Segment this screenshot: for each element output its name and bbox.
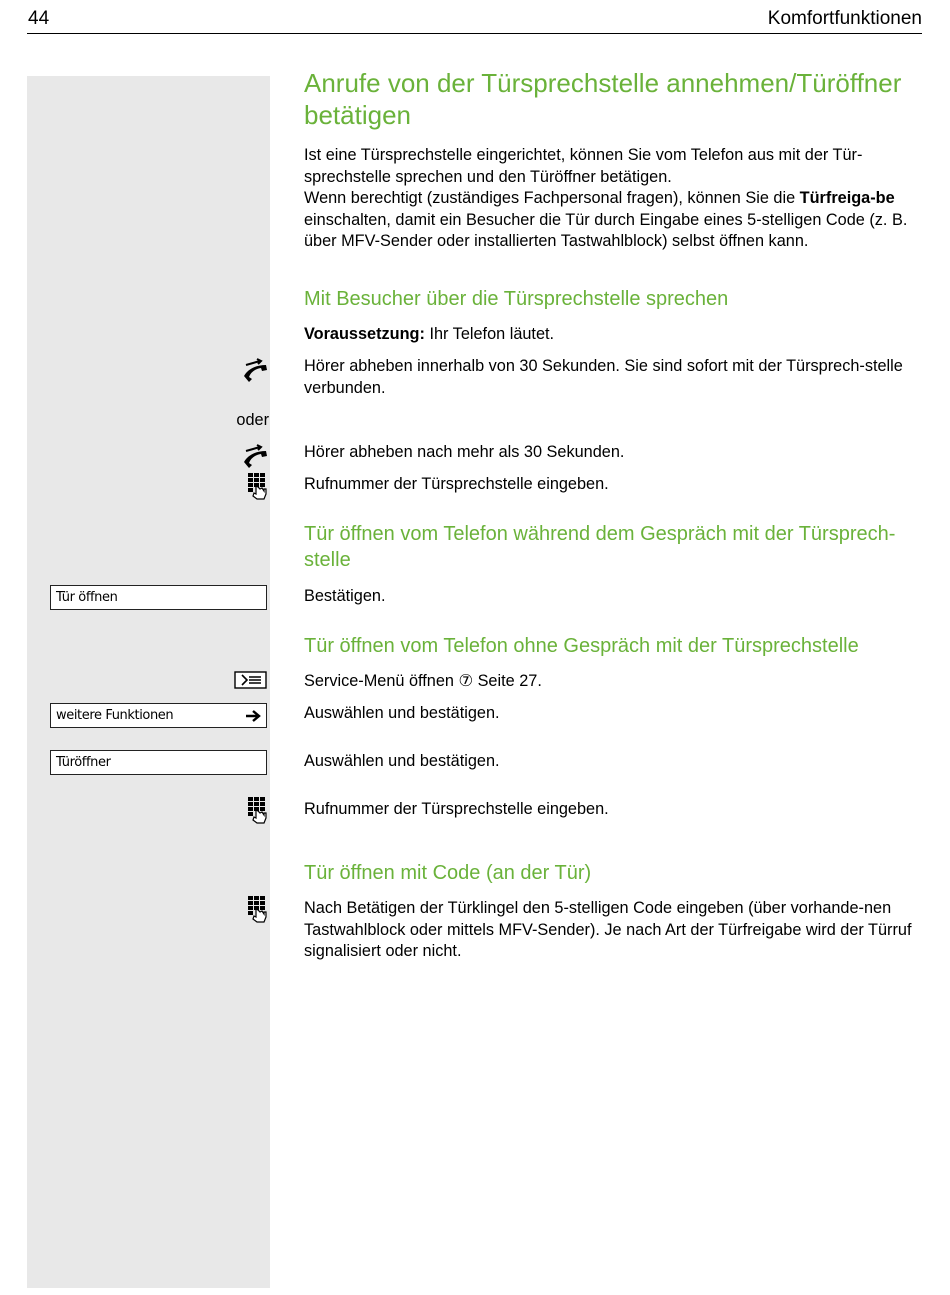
service-menu-key-icon — [234, 671, 267, 689]
page-title: Anrufe von der Türsprechstelle annehmen/Türöffner betätigen — [304, 68, 902, 130]
step-open-service-menu: Service-Menü öffnen ⑦ Seite 27. — [304, 672, 542, 690]
keypad-icon — [244, 472, 270, 500]
keypad-icon — [244, 895, 270, 923]
handset-lift-icon — [240, 442, 270, 468]
arrow-right-icon — [245, 709, 261, 723]
step-enter-code-at-door: Nach Betätigen der Türklingel den 5-stelligen Code eingeben (über vorhande-nen Tastwahlblock oder mittels MFV-Sender). Je nach Art der Türfreigabe wird der Türruf signalisiert oder nicht. — [304, 899, 912, 960]
header-divider — [27, 33, 922, 34]
step-lift-after-30s: Hörer abheben nach mehr als 30 Sekunden. — [304, 443, 625, 461]
handset-lift-icon — [240, 356, 270, 382]
intro-paragraph-1: Ist eine Türsprechstelle eingerichtet, können Sie vom Telefon aus mit der Tür-sprechstelle sprechen und den Türöffner betätigen. — [304, 146, 863, 186]
section-heading-open-during-call: Tür öffnen vom Telefon während dem Gespräch mit der Türsprech-stelle — [304, 523, 896, 571]
display-menu-item-door-opener — [50, 750, 267, 775]
step-enter-door-number: Rufnummer der Türsprechstelle eingeben. — [304, 475, 609, 493]
section-heading-visitor: Mit Besucher über die Türsprechstelle sprechen — [304, 288, 729, 310]
menu-item-label: weitere Funktionen — [56, 708, 174, 723]
section-title: Komfortfunktionen — [767, 8, 922, 29]
step-select-confirm-2: Auswählen und bestätigen. — [304, 752, 500, 770]
prerequisite-label: Voraussetzung: — [304, 325, 425, 343]
step-confirm: Bestätigen. — [304, 587, 386, 605]
step-enter-door-number-2: Rufnummer der Türsprechstelle eingeben. — [304, 800, 609, 818]
intro-bold-term: Türfreiga-be — [799, 189, 895, 207]
keypad-icon — [244, 796, 270, 824]
prerequisite-text: Voraussetzung: Ihr Telefon läutet. — [304, 325, 555, 343]
display-menu-item-door-open — [50, 585, 267, 610]
intro-paragraph-2: Wenn berechtigt (zuständiges Fachpersonal fragen), können Sie die Türfreiga-be einschalten, damit ein Besucher die Tür durch Eingabe eines 5-stelligen Code (z. B. über MFV-Sender oder installierten Tastwahlblock) selbst öffnen kann. — [304, 189, 908, 250]
step-select-confirm-1: Auswählen und bestätigen. — [304, 704, 500, 722]
display-menu-item-more-functions — [50, 703, 267, 728]
page-number: 44 — [28, 8, 50, 29]
menu-item-label: Türöffner — [56, 755, 111, 770]
section-heading-open-without-call: Tür öffnen vom Telefon ohne Gespräch mit der Türsprechstelle — [304, 635, 859, 657]
or-label: oder — [236, 411, 269, 429]
step-lift-within-30s: Hörer abheben innerhalb von 30 Sekunden. Sie sind sofort mit der Türsprech-stelle verbunden. — [304, 357, 903, 397]
menu-item-label: Tür öffnen — [56, 590, 118, 605]
section-heading-open-with-code: Tür öffnen mit Code (an der Tür) — [304, 862, 592, 884]
